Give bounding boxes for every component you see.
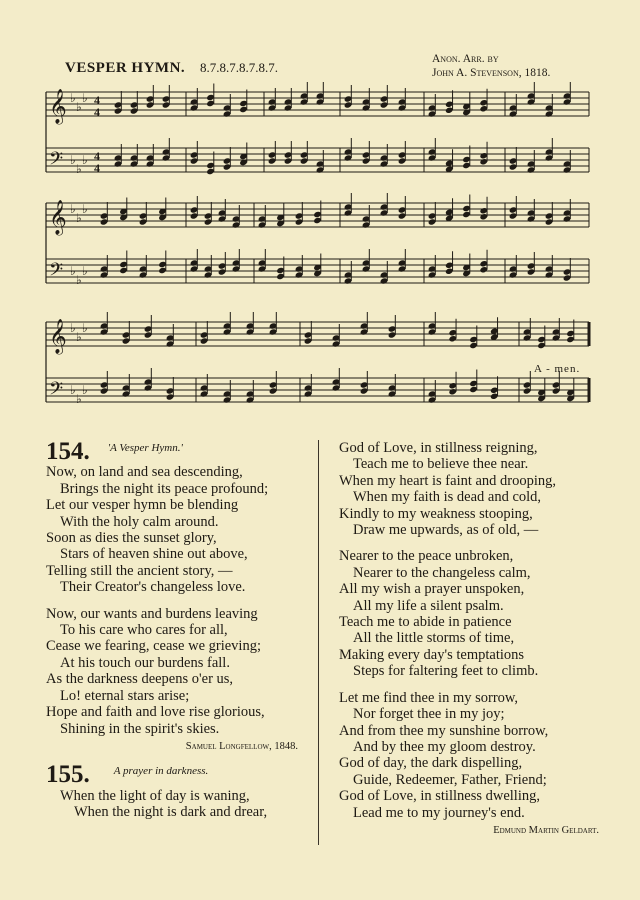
flat-sign: ♭ [82,264,88,278]
verse-line: Nearer to the changeless calm, [353,564,531,581]
verse-line: Nearer to the peace unbroken, [339,548,514,565]
hymn-155-heading [46,763,308,787]
verse-line: Let me find thee in my sorrow, [339,689,519,706]
bass-clef: 𝄢 [49,379,64,404]
flat-sign: ♭ [76,330,82,344]
verse-line: When my faith is dead and cold, [353,489,542,506]
flat-sign: ♭ [82,202,88,216]
verse-line: Nor forget thee in my joy; [353,706,505,723]
verse-line: As the darkness deepens o'er us, [46,671,234,688]
flat-sign: ♭ [76,162,82,176]
flat-sign: ♭ [82,91,88,105]
flat-sign: ♭ [70,321,76,335]
column-divider [318,440,319,845]
text-column-left [46,440,308,821]
verse-line: God of Love, in stillness dwelling, [339,788,540,805]
verse-line: Let our vesper hymn be blending [46,497,239,514]
verse-line: Their Creator's changeless love. [60,579,246,596]
time-signature-bottom: 4 [94,105,100,119]
amen-label: A - men. [534,363,581,375]
flat-sign: ♭ [82,383,88,397]
verse-line: Soon as dies the sunset glory, [46,530,217,547]
hymn-author: Edmund Martin Geldart. [493,824,599,836]
flat-sign: ♭ [76,392,82,406]
verse-line: All my life a silent psalm. [353,597,504,614]
credit-line-2: John A. Stevenson, 1818. [432,67,551,79]
bass-clef: 𝄢 [49,260,64,285]
verse-line: All my wish a prayer unspoken, [339,581,525,598]
flat-sign: ♭ [70,91,76,105]
verse-line: Shining in the spirit's skies. [60,720,220,737]
verse-line: Now, our wants and burdens leaving [46,605,258,622]
verse-line: Draw me upwards, as of old, — [353,522,539,539]
verse-line: With the holy calm around. [60,513,219,530]
hymn-subtitle: 'A Vesper Hymn.' [107,442,183,454]
verse-line: Making every day's temptations [339,646,525,663]
flat-sign: ♭ [82,321,88,335]
hymn-number: 154. [46,438,90,465]
time-signature-top: 4 [94,93,100,107]
flat-sign: ♭ [70,153,76,167]
time-signature-top: 4 [94,149,100,163]
verse-line: Telling still the ancient story, — [46,562,233,579]
time-signature-bottom: 4 [94,161,100,175]
verse-line: Teach me to abide in patience [339,614,512,631]
verse-line: Kindly to my weakness stooping, [339,505,533,522]
verse-line: God of day, the dark dispelling, [339,755,523,772]
treble-clef: 𝄞 [49,319,67,354]
verse-line: To his care who cares for all, [60,622,228,639]
flat-sign: ♭ [70,264,76,278]
treble-clef: 𝄞 [49,89,67,124]
verse-line: God of Love, in stillness reigning, [339,440,538,456]
verse-line: When the light of day is waning, [60,787,250,804]
verse-line: Cease we fearing, cease we grieving; [46,638,261,655]
verse-line: Now, on land and sea descending, [46,464,243,481]
verse-line: When my heart is faint and drooping, [339,472,557,489]
verse-line: Guide, Redeemer, Father, Friend; [353,771,547,788]
verse-line: At his touch our burdens fall. [60,654,230,671]
flat-sign: ♭ [70,383,76,397]
text-column-right [339,440,609,839]
treble-clef: 𝄞 [49,200,67,235]
verse-line: All the little storms of time, [353,630,515,647]
verse-line: Lo! eternal stars arise; [60,687,190,704]
verse-line: Hope and faith and love rise glorious, [46,704,265,721]
verse-line: Lead me to my journey's end. [353,804,525,821]
verse-line: And by thee my gloom destroy. [353,738,536,755]
flat-sign: ♭ [76,100,82,114]
hymn-subtitle: A prayer in darkness. [113,765,209,778]
verse-line: When the night is dark and drear, [74,804,268,821]
flat-sign: ♭ [70,202,76,216]
credit-line-1: Anon. Arr. by [432,53,499,65]
verse-line: Teach me to believe thee near. [353,456,529,473]
flat-sign: ♭ [76,211,82,225]
hymn-number: 155. [46,761,90,789]
verse-line: Steps for faltering feet to climb. [353,663,539,680]
verse-line: And from thee my sunshine borrow, [339,722,549,739]
flat-sign: ♭ [76,273,82,287]
tune-title: VESPER HYMN. [65,60,186,76]
hymn-author: Samuel Longfellow, 1848. [185,740,298,752]
hymn-154-heading [46,440,308,464]
verse-line: Brings the night its peace profound; [60,480,269,497]
bass-clef: 𝄢 [49,149,64,174]
tune-meter: 8.7.8.7.8.7.8.7. [199,60,278,75]
flat-sign: ♭ [82,153,88,167]
verse-line: Stars of heaven shine out above, [60,546,248,563]
